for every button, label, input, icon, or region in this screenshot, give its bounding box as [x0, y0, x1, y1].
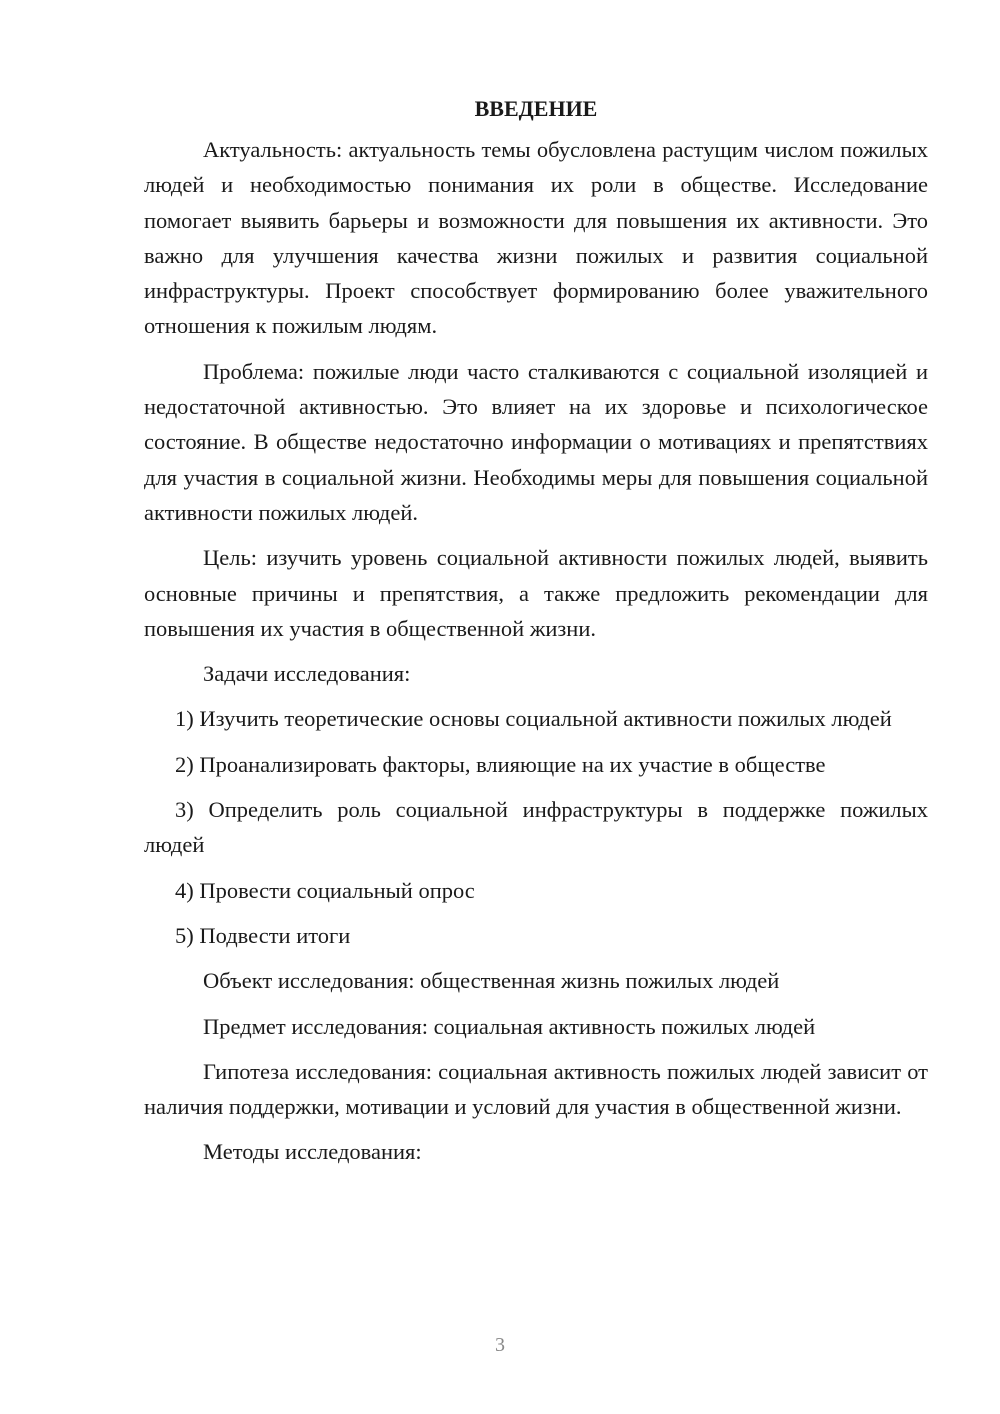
- task-item-1: 1) Изучить теоретические основы социальной активности пожилых людей: [175, 706, 892, 732]
- task-item-4: 4) Провести социальный опрос: [175, 877, 475, 903]
- subject-paragraph: Предмет исследования: социальная активность пожилых людей: [203, 1013, 816, 1039]
- task-item-2: 2) Проанализировать факторы, влияющие на их участие в обществе: [175, 751, 826, 777]
- tasks-heading: Задачи исследования:: [203, 661, 411, 687]
- document-body: [144, 94, 928, 1180]
- methods-heading: Методы исследования:: [203, 1139, 422, 1165]
- goal-paragraph: Цель: изучить уровень социальной активности пожилых людей, выявить основные причины и препятствия, а также предложить рекомендации для повышения их участия в общественной жизни.: [144, 545, 928, 641]
- hypothesis-paragraph: Гипотеза исследования: социальная активность пожилых людей зависит от наличия поддержки, мотивации и условий для участия в общественной жизни.: [144, 1058, 928, 1120]
- section-title: ВВЕДЕНИЕ: [474, 96, 598, 121]
- relevance-paragraph: Актуальность: актуальность темы обусловлена растущим числом пожилых людей и необходимостью понимания их роли в обществе. Исследование помогает выявить барьеры и возможности для повышения их активности. Это важно для улучшения качества жизни пожилых и развития социальной инфраструктуры. Проект способствует формированию более уважительного отношения к пожилым людям.: [144, 137, 928, 339]
- page-number: 3: [495, 1334, 505, 1356]
- problem-paragraph: Проблема: пожилые люди часто сталкиваются с социальной изоляцией и недостаточной активностью. Это влияет на их здоровье и психологическое состояние. В обществе недостаточно информации о мотивациях и препятствиях для участия в социальной жизни. Необходимы меры для повышения социальной активности пожилых людей.: [144, 358, 928, 525]
- task-item-3: 3) Определить роль социальной инфраструктуры в поддержке пожилых людей: [144, 797, 928, 858]
- object-paragraph: Объект исследования: общественная жизнь пожилых людей: [203, 968, 780, 994]
- task-item-5: 5) Подвести итоги: [175, 922, 351, 948]
